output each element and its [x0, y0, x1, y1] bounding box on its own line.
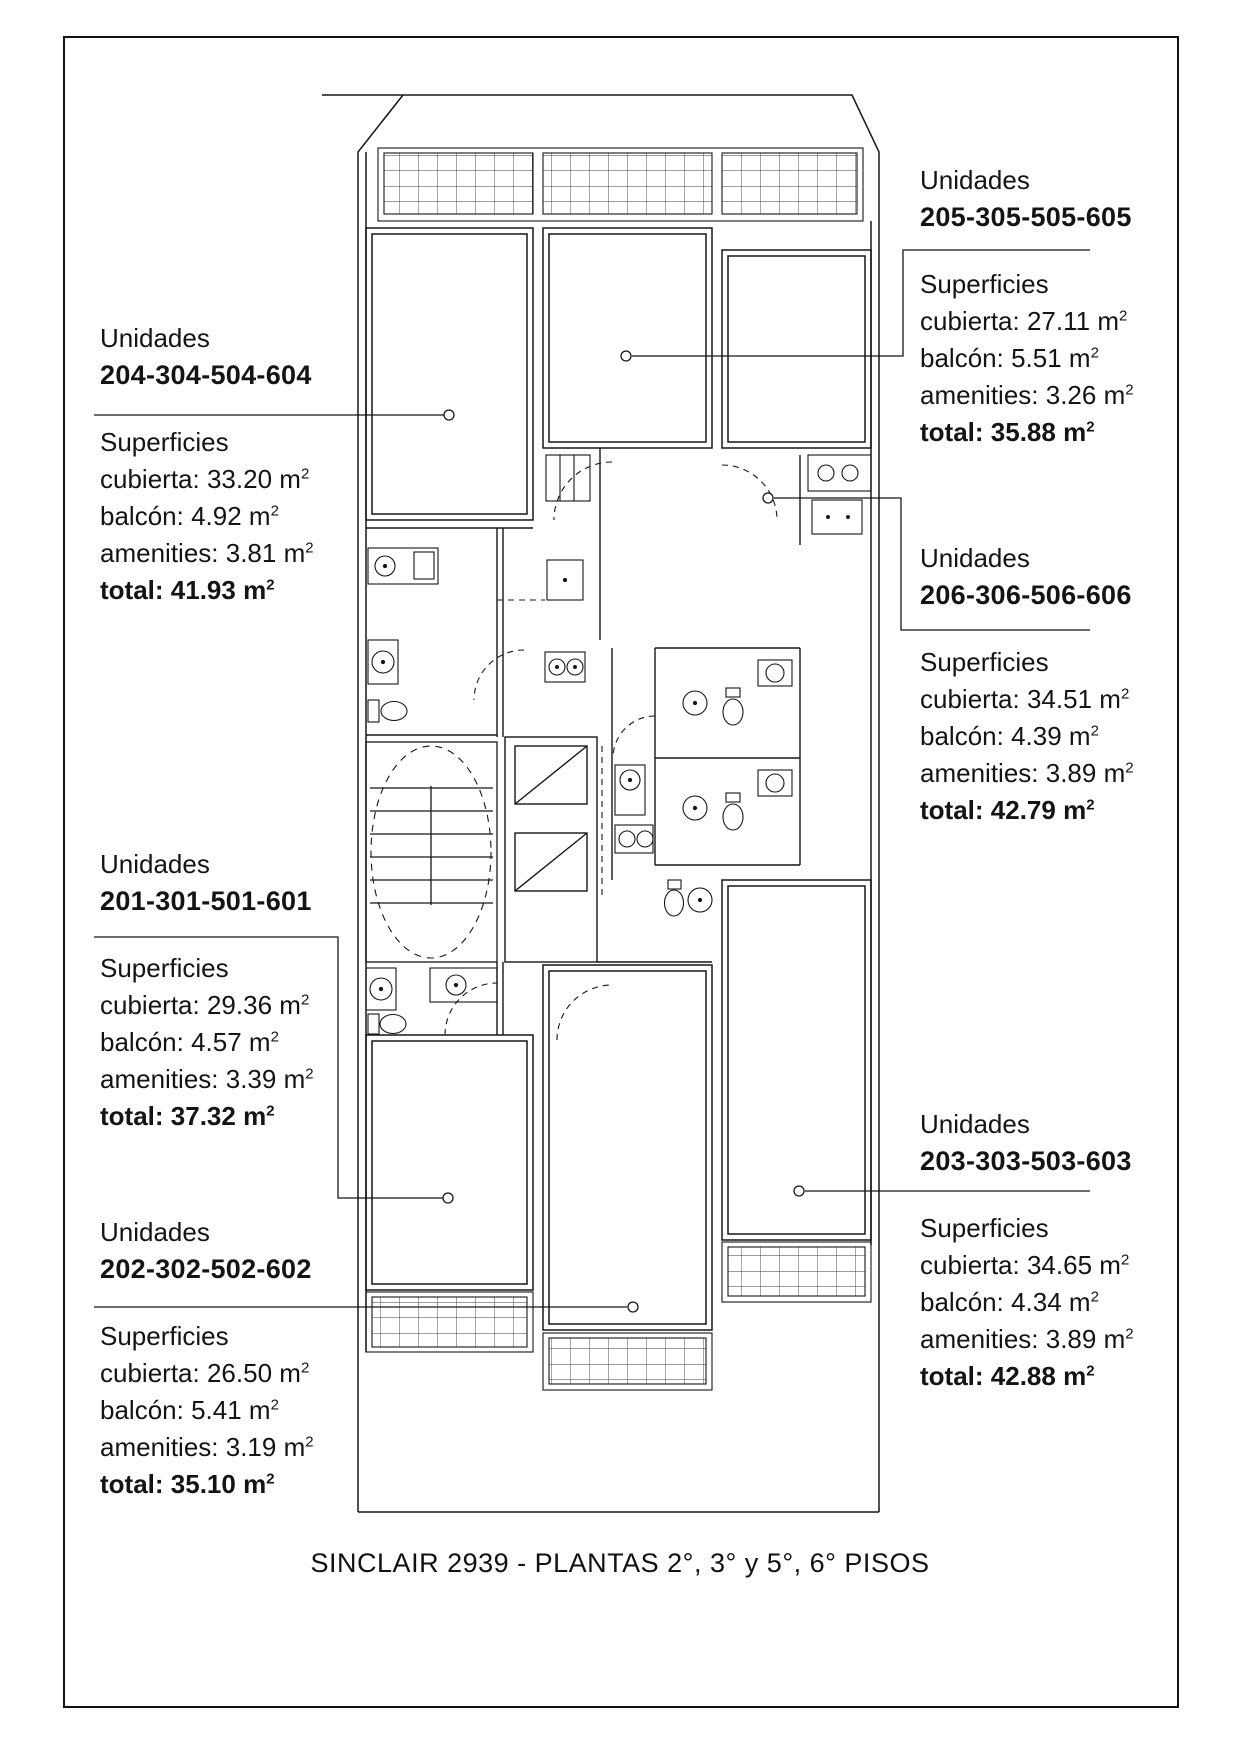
area-line: amenities: 3.89 $m^2$ — [920, 1324, 1134, 1354]
area-total-line: total: 37.32 $m^2$ — [100, 1101, 275, 1131]
unit-numbers: 201-301-501-601 — [100, 886, 312, 916]
unit-numbers: 202-302-502-602 — [100, 1254, 312, 1284]
leader-dot-206 — [763, 493, 773, 503]
area-line: amenities: 3.26 $m^2$ — [920, 380, 1134, 410]
area-total-line: total: 35.10 $m^2$ — [100, 1469, 275, 1499]
area-line: amenities: 3.89 $m^2$ — [920, 758, 1134, 788]
rooms — [366, 228, 871, 1330]
area-line: amenities: 3.39 $m^2$ — [100, 1064, 314, 1094]
unit-annotation-201 — [100, 846, 314, 1135]
unit-annotation-205 — [920, 162, 1134, 451]
door-arcs — [445, 462, 777, 1040]
top-balcony — [378, 148, 863, 221]
superficies-heading: Superficies — [920, 647, 1049, 677]
unit-numbers: 206-306-506-606 — [920, 580, 1132, 610]
superficies-heading: Superficies — [920, 269, 1049, 299]
area-line: balcón: 5.41 $m^2$ — [100, 1395, 279, 1425]
stairs — [366, 742, 497, 962]
area-total-line: total: 41.93 $m^2$ — [100, 575, 275, 605]
elevators — [505, 737, 602, 962]
area-line: cubierta: 27.11 $m^2$ — [920, 306, 1128, 336]
elevator-1 — [515, 746, 587, 804]
leader-dot-204 — [444, 410, 454, 420]
unit-annotation-204 — [100, 320, 314, 609]
area-line: cubierta: 26.50 $m^2$ — [100, 1358, 310, 1388]
fixtures — [366, 455, 871, 1034]
area-line: balcón: 4.39 $m^2$ — [920, 721, 1099, 751]
area-line: amenities: 3.19 $m^2$ — [100, 1432, 314, 1462]
unit-numbers: 205-305-505-605 — [920, 202, 1132, 232]
area-line: amenities: 3.81 $m^2$ — [100, 538, 314, 568]
area-total-line: total: 42.79 $m^2$ — [920, 795, 1095, 825]
superficies-heading: Superficies — [100, 1321, 229, 1351]
unit-annotation-203 — [920, 1106, 1134, 1395]
area-line: cubierta: 34.51 $m^2$ — [920, 684, 1130, 714]
leader-dot-201 — [443, 1193, 453, 1203]
unit-annotation-206 — [920, 540, 1134, 829]
unidades-heading: Unidades — [920, 1109, 1030, 1139]
area-total-line: total: 42.88 $m^2$ — [920, 1361, 1095, 1391]
sheet-title: SINCLAIR 2939 - PLANTAS 2°, 3° y 5°, 6° PISOS — [310, 1548, 930, 1578]
leader-dot-205 — [621, 351, 631, 361]
area-line: cubierta: 33.20 $m^2$ — [100, 464, 310, 494]
superficies-heading: Superficies — [100, 427, 229, 457]
area-line: balcón: 5.51 $m^2$ — [920, 343, 1099, 373]
unidades-heading: Unidades — [100, 1217, 210, 1247]
area-line: cubierta: 34.65 $m^2$ — [920, 1250, 1130, 1280]
area-total-line: total: 35.88 $m^2$ — [920, 417, 1095, 447]
unidades-heading: Unidades — [920, 543, 1030, 573]
superficies-heading: Superficies — [920, 1213, 1049, 1243]
area-line: balcón: 4.57 $m^2$ — [100, 1027, 279, 1057]
area-line: cubierta: 29.36 $m^2$ — [100, 990, 310, 1020]
unit-annotation-202 — [100, 1214, 314, 1503]
unidades-heading: Unidades — [920, 165, 1030, 195]
unidades-heading: Unidades — [100, 323, 210, 353]
bottom-balconies — [366, 1242, 871, 1390]
unidades-heading: Unidades — [100, 849, 210, 879]
elevator-2 — [515, 833, 587, 891]
superficies-heading: Superficies — [100, 953, 229, 983]
unit-numbers: 204-304-504-604 — [100, 360, 312, 390]
leader-dot-203 — [794, 1186, 804, 1196]
area-line: balcón: 4.92 $m^2$ — [100, 501, 279, 531]
unit-numbers: 203-303-503-603 — [920, 1146, 1132, 1176]
area-line: balcón: 4.34 $m^2$ — [920, 1287, 1099, 1317]
leader-dot-202 — [628, 1302, 638, 1312]
